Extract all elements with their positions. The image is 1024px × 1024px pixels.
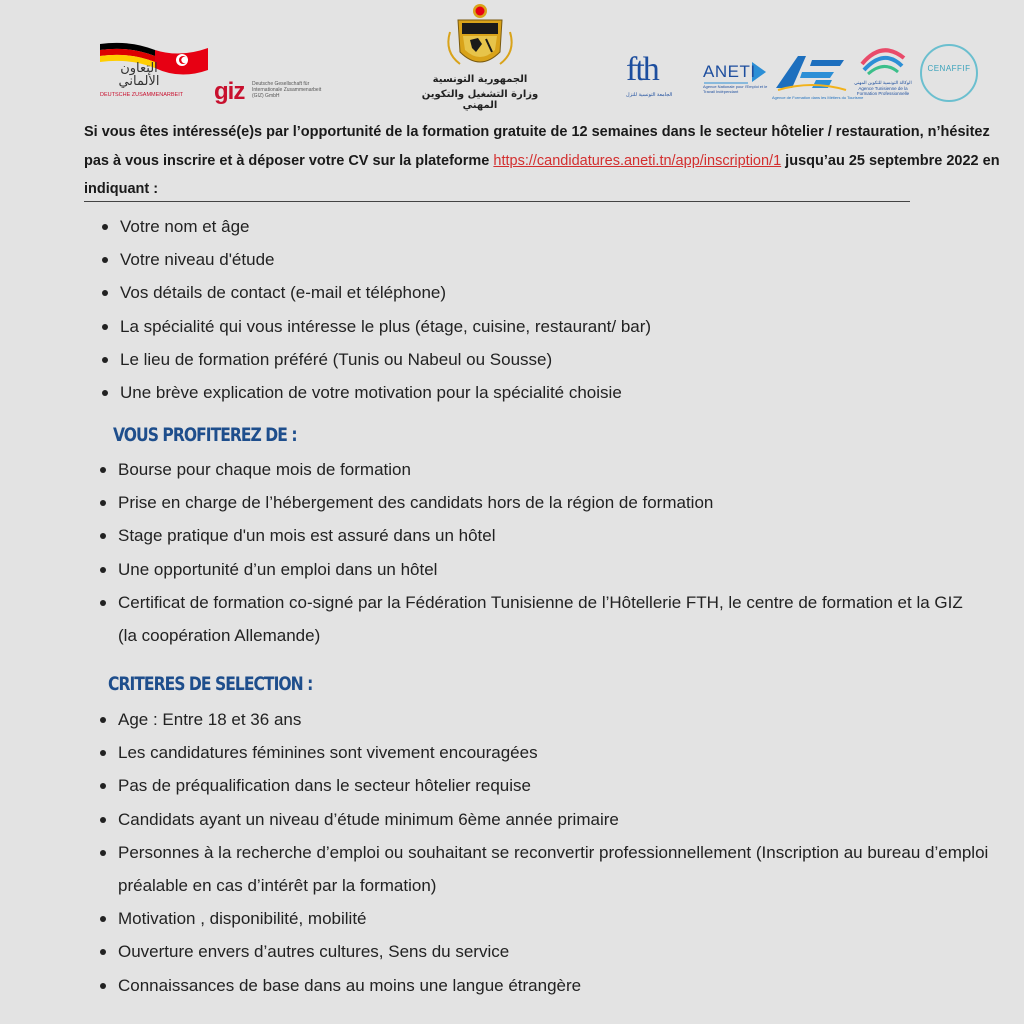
atfp-subtitle: الوكالة التونسية للتكوين المهني Agence Tunisienne de la Formation Professionnelle: [854, 80, 912, 96]
fth-subtitle: الجامعة التونسية للنزل: [626, 92, 673, 98]
list-item: Certificat de formation co-signé par la Fédération Tunisienne de l’Hôtellerie FTH, le centre de formation et la GIZ (la coopération Allemande): [82, 586, 982, 652]
benefits-heading: VOUS PROFITEREZ DE :: [113, 424, 297, 446]
aneti-wordmark: ANETI: [703, 62, 756, 81]
af-subtitle: Agence de Formation dans les Métiers du Tourisme: [772, 95, 864, 100]
list-item: Age : Entre 18 et 36 ans: [82, 703, 992, 736]
af-mark-icon: [772, 50, 848, 94]
fth-logo: [626, 50, 694, 100]
giz-wordmark: giz: [214, 78, 245, 105]
tourism-training-agency-logo: [772, 50, 864, 106]
criteria-list: [82, 703, 992, 1002]
german-cooperation-logo: [100, 40, 210, 106]
german-cooperation-subtitle: DEUTSCHE ZUSAMMENARBEIT: [100, 92, 184, 98]
intro-paragraph: [84, 118, 1004, 204]
tunisia-coat-of-arms-icon: [420, 2, 540, 74]
list-item: La spécialité qui vous intéresse le plus (étage, cuisine, restaurant/ bar): [84, 310, 984, 343]
list-item: Une brève explication de votre motivation pour la spécialité choisie: [84, 376, 984, 409]
giz-description: Deutsche Gesellschaft für Internationale Zusammenarbeit (GIZ) GmbH: [252, 81, 322, 99]
intro-text-after-link: jusqu’au 25 septembre 2022 en indiquant :: [84, 152, 1000, 197]
list-item: Motivation , disponibilité, mobilité: [82, 902, 992, 935]
partner-logos-bar: [0, 0, 1024, 112]
german-cooperation-arabic: التعاون الألماني: [118, 61, 160, 89]
list-item: Votre nom et âge: [84, 210, 984, 243]
list-item: Ouverture envers d’autres cultures, Sens du service: [82, 935, 992, 968]
required-info-list: [84, 210, 984, 409]
divider-line: [84, 201, 910, 202]
atfp-swirl-icon: [852, 42, 914, 80]
list-item: Personnes à la recherche d’emploi ou souhaitant se reconvertir professionnellement (Inscription au bureau d’emploi préalable en cas d’intérêt par la formation): [82, 836, 992, 902]
benefits-list: [82, 453, 982, 652]
list-item: Une opportunité d’un emploi dans un hôtel: [82, 553, 982, 586]
list-item: Pas de préqualification dans le secteur hôtelier requise: [82, 769, 992, 802]
intro-text-before-link: Si vous êtes intéressé(e)s par l’opportunité de la formation gratuite de 12 semaines dans le secteur hôtelier / restauration, n’hésitez pas à vous inscrire et à déposer votre CV sur la plateforme: [84, 124, 990, 169]
criteria-heading: CRITERES DE SELECTION :: [108, 673, 313, 695]
ministry-label: وزارة التشغيل والتكوين المهني: [421, 89, 539, 111]
list-item: Les candidatures féminines sont vivement encouragées: [82, 736, 992, 769]
cenaffif-wordmark: CENAFFIF: [927, 64, 971, 73]
registration-link[interactable]: https://candidatures.aneti.tn/app/inscription/1: [493, 152, 782, 169]
cenaffif-logo: [920, 44, 978, 102]
list-item: Stage pratique d'un mois est assuré dans un hôtel: [82, 519, 982, 552]
aneti-logo: [700, 56, 772, 102]
tunisia-ministry-logo: [420, 2, 540, 111]
atfp-logo: [852, 42, 914, 104]
giz-logo: [214, 78, 324, 108]
list-item: Bourse pour chaque mois de formation: [82, 453, 982, 486]
list-item: Prise en charge de l’hébergement des candidats hors de la région de formation: [82, 486, 982, 519]
aneti-subtitle: Agence Nationale pour l'Emploi et le Travail Indépendant: [703, 84, 768, 94]
list-item: Votre niveau d'étude: [84, 243, 984, 276]
list-item: Le lieu de formation préféré (Tunis ou Nabeul ou Sousse): [84, 343, 984, 376]
list-item: Candidats ayant un niveau d’étude minimum 6ème année primaire: [82, 803, 992, 836]
tunisia-republic-label: الجمهورية التونسية: [432, 74, 528, 85]
fth-wordmark: fth: [626, 51, 658, 88]
list-item: Connaissances de base dans au moins une langue étrangère: [82, 969, 992, 1002]
list-item: Vos détails de contact (e-mail et téléphone): [84, 276, 984, 309]
